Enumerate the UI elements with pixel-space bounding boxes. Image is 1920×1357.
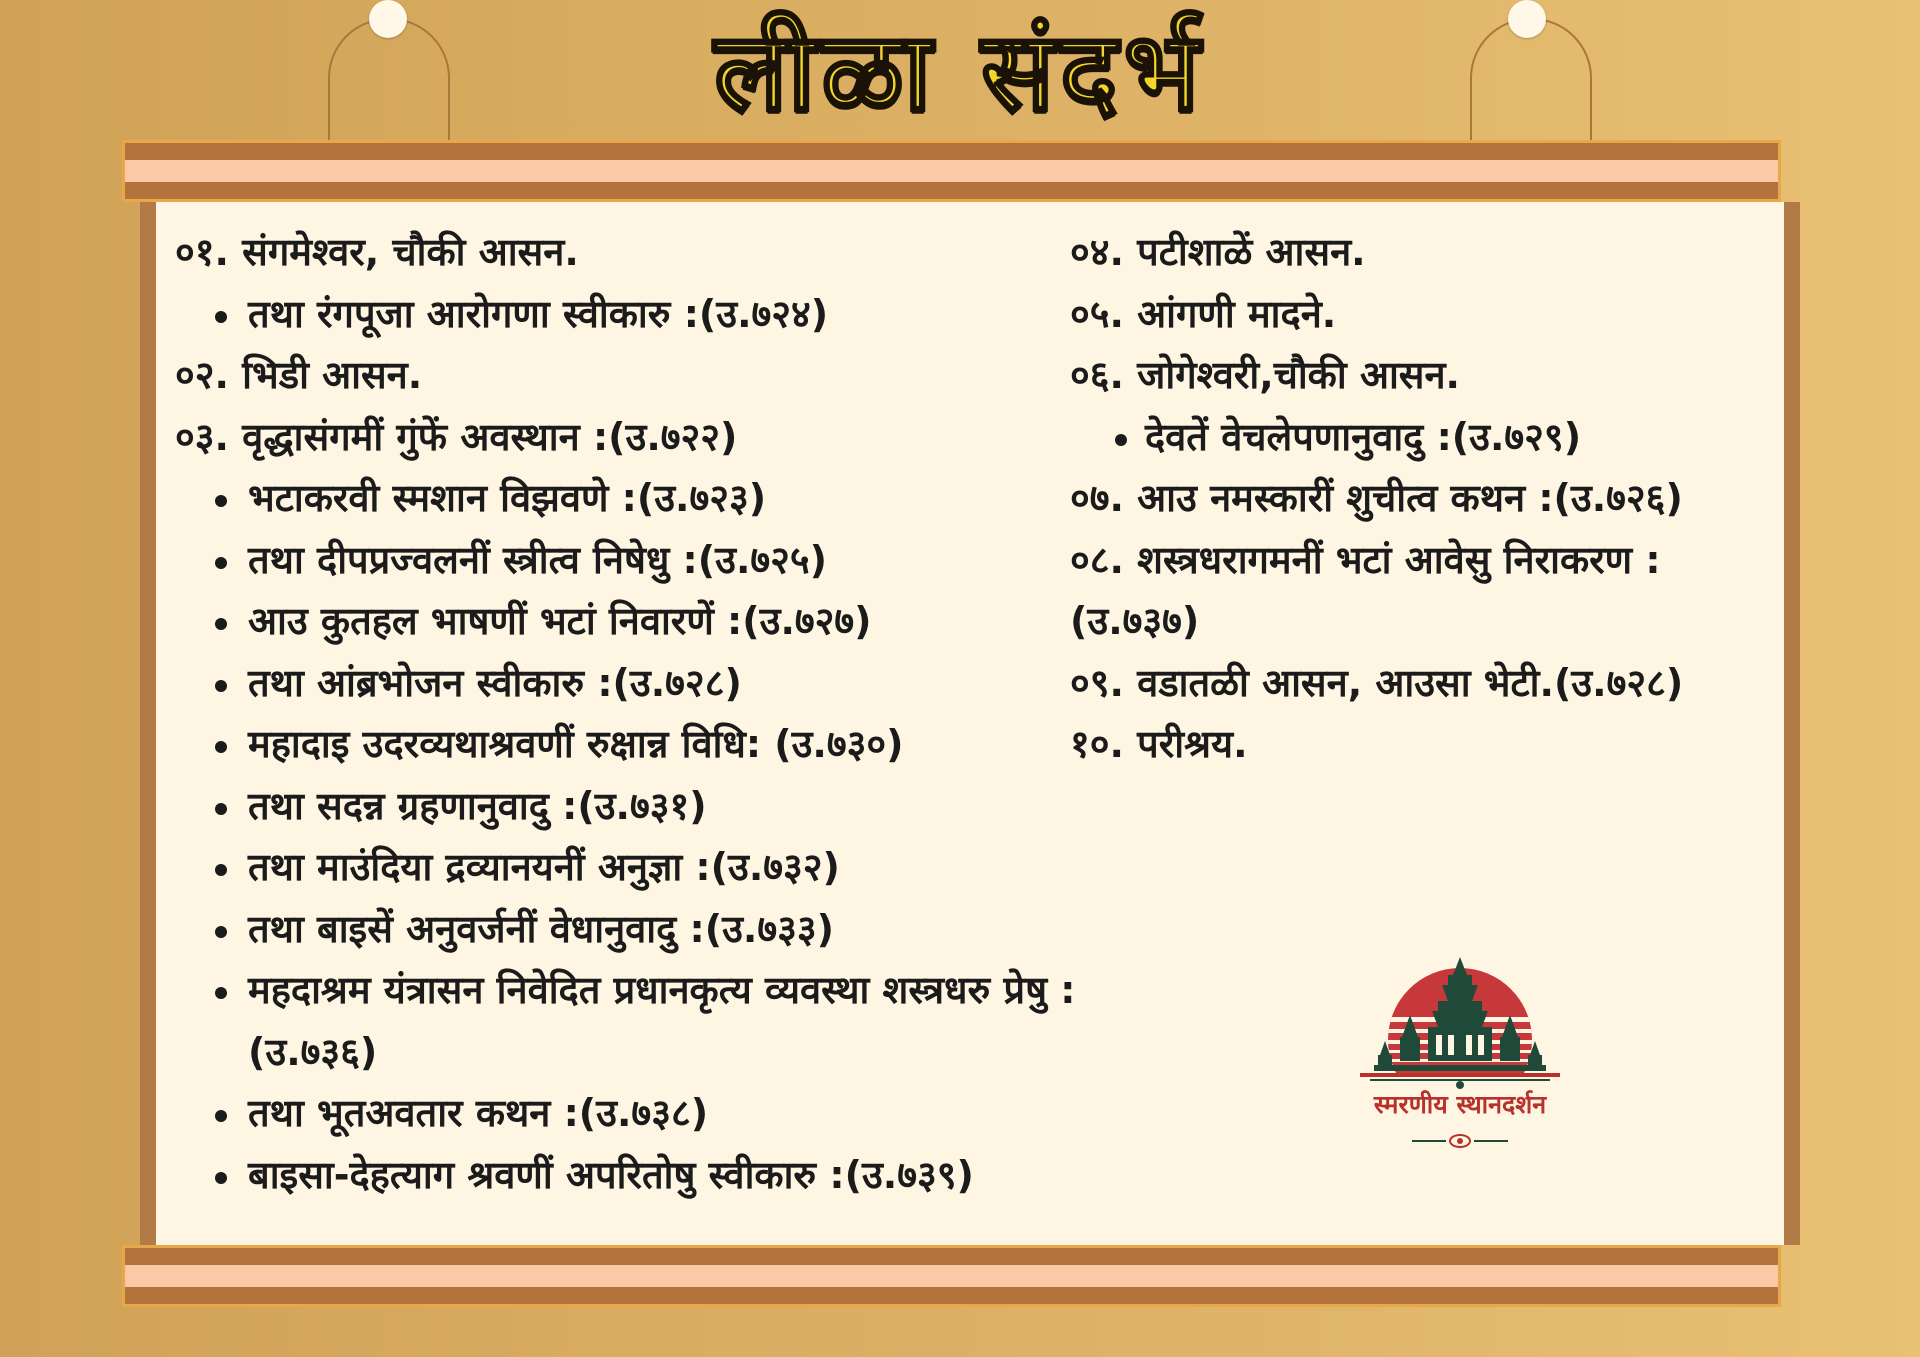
sub-reference-item: तथा दीपप्रज्वलनीं स्त्रीत्व निषेधु :(उ.७२५) xyxy=(175,530,1110,592)
reference-item: ०२. भिडी आसन. xyxy=(175,353,423,397)
sub-reference-item: भटाकरवी स्मशान विझवणे :(उ.७२३) xyxy=(175,468,1110,530)
reference-item: १०. परीश्रय. xyxy=(1070,722,1248,766)
sub-reference-item: तथा बाइसें अनुवर्जनीं वेधानुवादु :(उ.७३३) xyxy=(175,899,1110,961)
reference-item: ०९. वडातळी आसन, आउसा भेटी.(उ.७२८) xyxy=(1070,660,1684,705)
sub-reference-item: तथा सदन्न ग्रहणानुवादु :(उ.७३१) xyxy=(175,776,1110,838)
reference-item: ०१. संगमेश्वर, चौकी आसन. xyxy=(175,230,579,274)
reference-item: ०४. पटीशाळें आसन. xyxy=(1070,230,1366,274)
sub-reference-item: तथा आंब्रभोजन स्वीकारु :(उ.७२८) xyxy=(175,653,1110,715)
page-title: लीळा संदर्भ xyxy=(714,9,1206,135)
reference-item: (उ.७३७) xyxy=(1070,599,1200,643)
reference-item: ०३. वृद्धासंगमीं गुंफें अवस्थान :(उ.७२२) xyxy=(175,414,738,459)
reference-item: ०७. आउ नमस्कारीं शुचीत्व कथन :(उ.७२६) xyxy=(1070,476,1683,520)
sub-reference-item: तथा भूतअवतार कथन :(उ.७३८) xyxy=(175,1083,1110,1145)
sub-reference-item: तथा रंगपूजा आरोगणा स्वीकारु :(उ.७२४) xyxy=(175,284,1110,346)
scroll-rod-bottom xyxy=(122,1245,1781,1307)
reference-list-left xyxy=(175,222,1110,1206)
sub-reference-item: महादाइ उदरव्यथाश्रवणीं रुक्षान्न विधि: (उ.७३०) xyxy=(175,714,1110,776)
reference-item: ०५. आंगणी मादने. xyxy=(1070,291,1337,336)
reference-list-right xyxy=(1070,222,1760,776)
sub-reference-item: देवतें वेचलेपणानुवादु :(उ.७२९) xyxy=(1070,407,1760,469)
sub-reference-item: महदाश्रम यंत्रासन निवेदित प्रधानकृत्य व्यवस्था शस्त्रधरु प्रेषु :(उ.७३६) xyxy=(175,960,1110,1083)
reference-item: ०६. जोगेश्वरी,चौकी आसन. xyxy=(1070,353,1460,397)
temple-sun-icon xyxy=(1340,945,1580,1155)
sub-reference-item: तथा माउंदिया द्रव्यानयनीं अनुज्ञा :(उ.७३२) xyxy=(175,837,1110,899)
scroll-rod-top xyxy=(122,140,1781,202)
logo-text: स्मरणीय स्थानदर्शन xyxy=(1373,1090,1547,1119)
sub-reference-item: बाइसा-देहत्याग श्रवणीं अपरितोषु स्वीकारु :(उ.७३९) xyxy=(175,1145,1110,1207)
sub-reference-item: आउ कुतहल भाषणीं भटां निवारणें :(उ.७२७) xyxy=(175,591,1110,653)
reference-item: ०८. शस्त्रधरागमनीं भटां आवेसु निराकरण : xyxy=(1070,537,1661,582)
